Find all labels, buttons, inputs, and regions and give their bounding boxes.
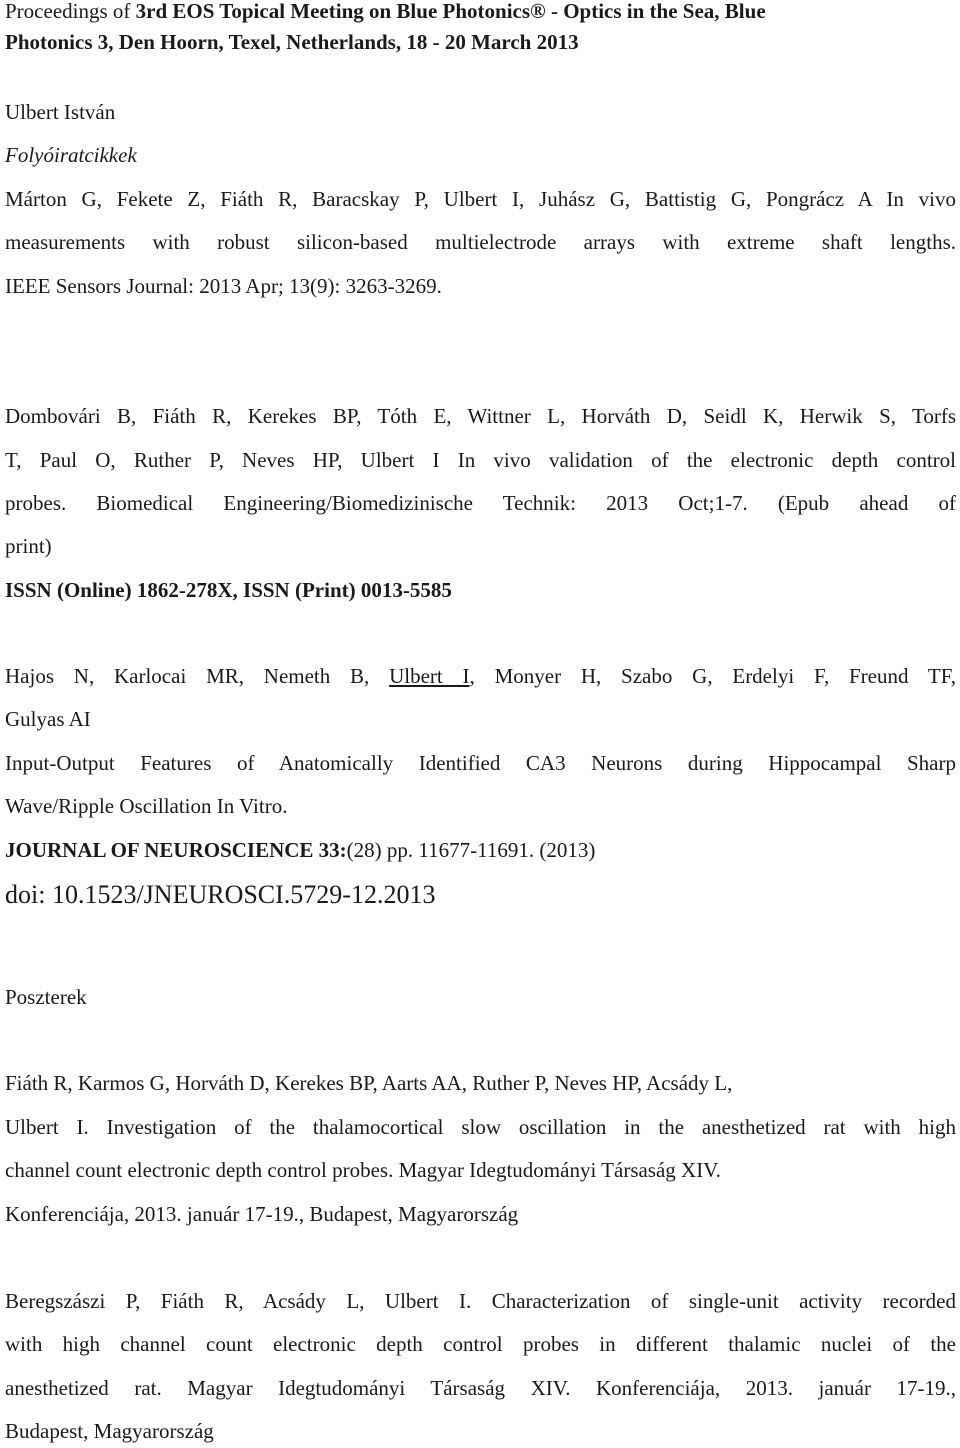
reference-4-line-2: Ulbert I. Investigation of the thalamocortical slow oscillation in the anesthetized rat with high [5, 1115, 956, 1139]
proceedings-title-line-2: Photonics 3, Den Hoorn, Texel, Netherlands, 18 - 20 March 2013 [5, 30, 579, 54]
reference-3-line-1 [5, 666, 956, 687]
reference-1-line-3: IEEE Sensors Journal: 2013 Apr; 13(9): 3263-3269. [5, 274, 442, 298]
reference-3-doi: doi: 10.1523/JNEUROSCI.5729-12.2013 [5, 880, 436, 909]
reference-5-line-3: anesthetized rat. Magyar Idegtudományi Társaság XIV. Konferenciája, 2013. január 17-19., [5, 1376, 956, 1400]
reference-4-line-1: Fiáth R, Karmos G, Horváth D, Kerekes BP, Aarts AA, Ruther P, Neves HP, Acsády L, [5, 1071, 733, 1095]
reference-5-line-1: Beregszászi P, Fiáth R, Acsády L, Ulbert I. Characterization of single-unit activity recorded [5, 1289, 956, 1313]
reference-3-highlighted-author: Ulbert I [389, 664, 470, 688]
reference-2-line-1: Dombovári B, Fiáth R, Kerekes BP, Tóth E, Wittner L, Horváth D, Seidl K, Herwik S, Torfs [5, 404, 956, 428]
reference-3-journal-name: JOURNAL OF NEUROSCIENCE 33: [5, 838, 347, 862]
journal-articles-heading: Folyóiratcikkek [5, 143, 137, 167]
reference-4-line-3: channel count electronic depth control probes. Magyar Idegtudományi Társaság XIV. [5, 1158, 721, 1182]
reference-5-line-4: Budapest, Magyarország [5, 1419, 214, 1443]
author-heading: Ulbert István [5, 100, 116, 124]
reference-1-line-2: measurements with robust silicon-based multielectrode arrays with extreme shaft lengths. [5, 230, 956, 254]
reference-3-authors-a: Hajos N, Karlocai MR, Nemeth B, [5, 664, 390, 688]
reference-3-line-4: Wave/Ripple Oscillation In Vitro. [5, 794, 288, 818]
reference-2-line-2: T, Paul O, Ruther P, Neves HP, Ulbert I In vivo validation of the electronic depth control [5, 448, 956, 472]
reference-2-line-4: print) [5, 534, 52, 558]
proceedings-title-line-1: 3rd EOS Topical Meeting on Blue Photonics® - Optics in the Sea, Blue [135, 0, 766, 23]
reference-3-authors-b: , Monyer H, Szabo G, Erdelyi F, Freund TF, [469, 664, 956, 688]
reference-4-line-4: Konferenciája, 2013. január 17-19., Budapest, Magyarország [5, 1202, 519, 1226]
reference-3-line-3: Input-Output Features of Anatomically Identified CA3 Neurons during Hippocampal Sharp [5, 751, 956, 775]
reference-5-line-2: with high channel count electronic depth control probes in different thalamic nuclei of the [5, 1332, 956, 1356]
reference-2-line-3: probes. Biomedical Engineering/Biomedizinische Technik: 2013 Oct;1-7. (Epub ahead of [5, 491, 956, 515]
posters-heading: Poszterek [5, 985, 87, 1009]
reference-1-line-1: Márton G, Fekete Z, Fiáth R, Baracskay P, Ulbert I, Juhász G, Battistig G, Pongrácz A In vivo [5, 187, 956, 211]
reference-3-line-2: Gulyas AI [5, 707, 91, 731]
reference-3-journal-details: (28) pp. 11677-11691. (2013) [346, 838, 596, 862]
reference-2-issn: ISSN (Online) 1862-278X, ISSN (Print) 0013-5585 [5, 578, 452, 602]
reference-3-journal [5, 840, 595, 861]
proceedings-prefix: Proceedings of [5, 0, 136, 23]
